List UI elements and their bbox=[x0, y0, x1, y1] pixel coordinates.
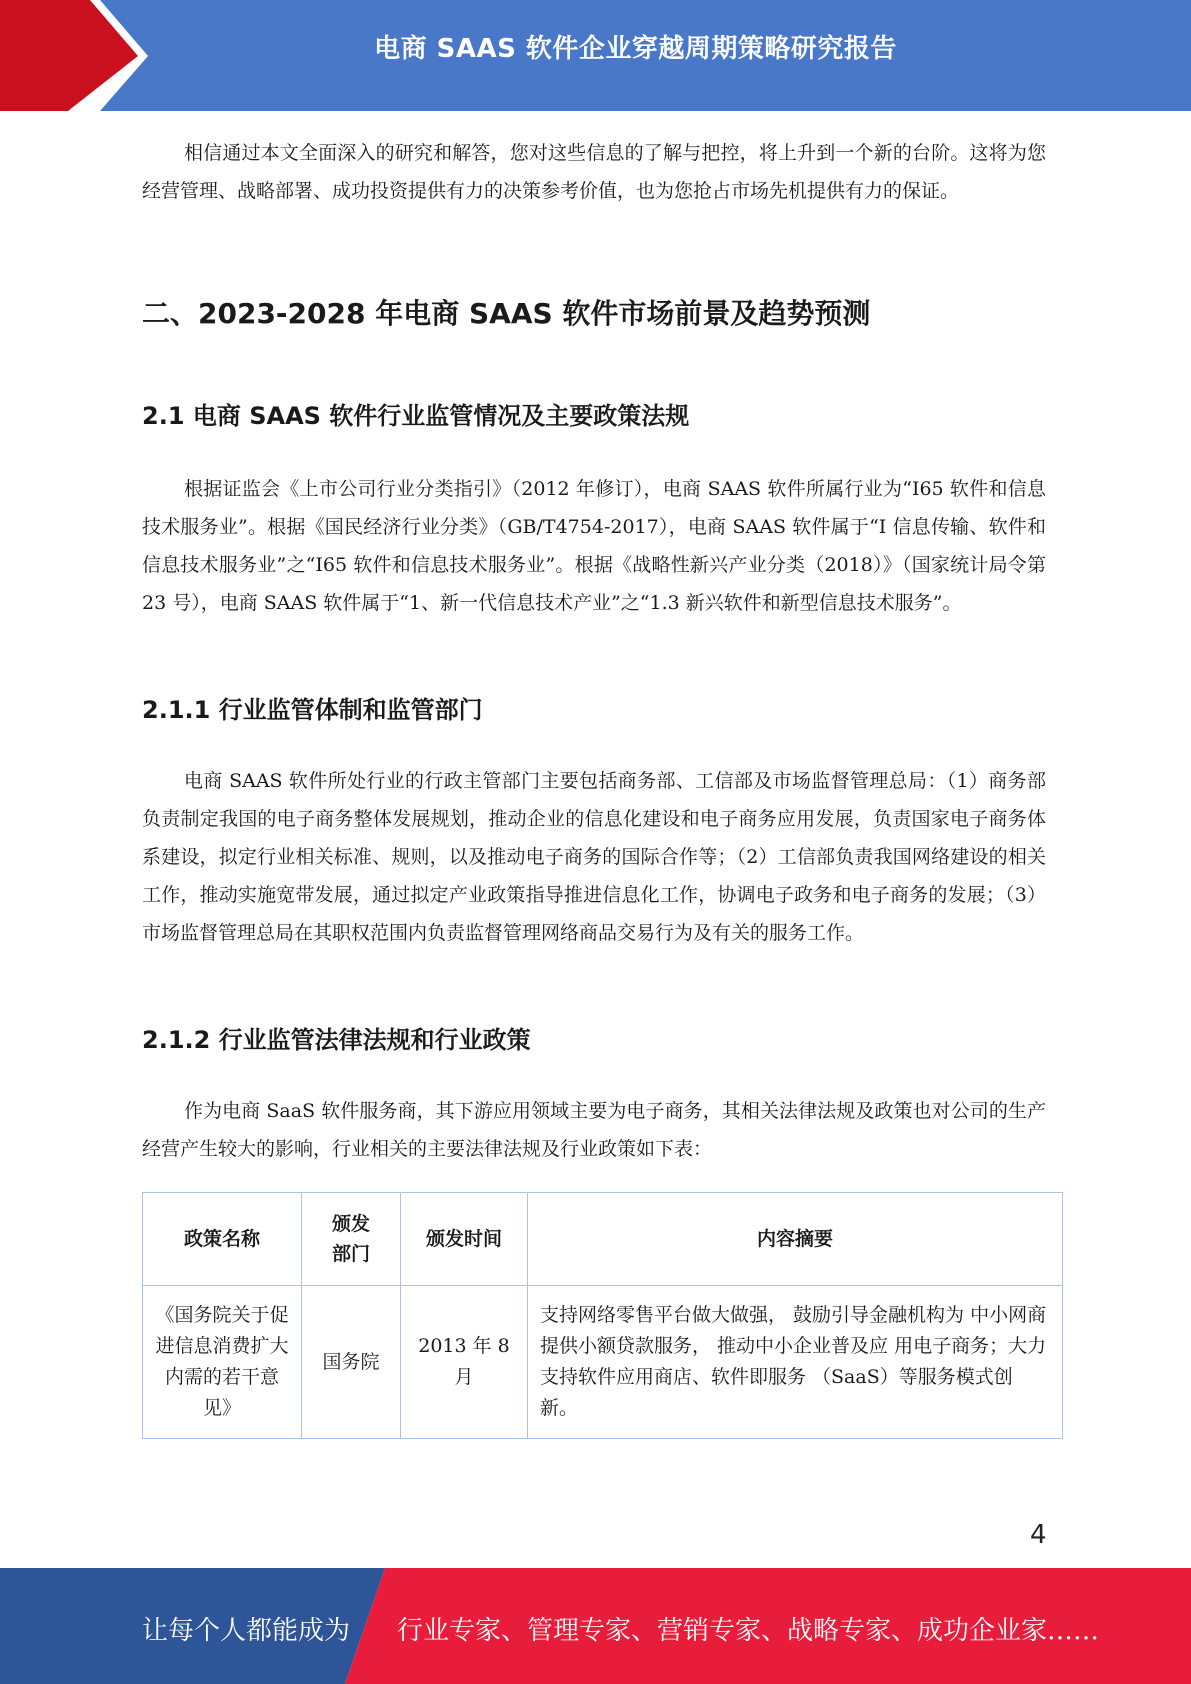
cell-date: 2013 年 8 月 bbox=[401, 1286, 528, 1439]
cell-dept: 国务院 bbox=[302, 1286, 401, 1439]
column-header-dept-text: 颁发部门 bbox=[331, 1213, 370, 1265]
column-header-dept bbox=[302, 1193, 401, 1286]
page-number: 4 bbox=[1030, 1520, 1047, 1550]
section-2-heading: 二、2023-2028 年电商 SAAS 软件市场前景及趋势预测 bbox=[142, 297, 871, 330]
section-2-1-heading: 2.1 电商 SAAS 软件行业监管情况及主要政策法规 bbox=[142, 402, 690, 430]
header-title: 电商 SAAS 软件企业穿越周期策略研究报告 bbox=[374, 34, 897, 64]
footer-slogan-right: 行业专家、管理专家、营销专家、战略专家、成功企业家…… bbox=[397, 1616, 1100, 1646]
section-2-1-paragraph: 根据证监会《上市公司行业分类指引》（2012 年修订），电商 SAAS 软件所属行业为“I65 软件和信息技术服务业”。根据《国民经济行业分类》（GB/T4754-2017），电商 SAAS 软件属于“I 信息传输、软件和信息技术服务业”之“I65 软件和信息技术服务业”。根据《战略性新兴产业分类（2018）》（国家统计局令第 23 号），电商 SAAS 软件属于“1、新一代信息技术产业”之“1.3 新兴软件和新型信息技术服务”。 bbox=[142, 478, 1046, 614]
page-header bbox=[0, 0, 1191, 111]
column-header-name: 政策名称 bbox=[143, 1193, 302, 1286]
section-2-1-1-paragraph: 电商 SAAS 软件所处行业的行政主管部门主要包括商务部、工信部及市场监督管理总局：（1）商务部负责制定我国的电子商务整体发展规划，推动企业的信息化建设和电子商务应用发展，负责国家电子商务体系建设，拟定行业相关标准、规则，以及推动电子商务的国际合作等；（2）工信部负责我国网络建设的相关工作，推动实施宽带发展，通过拟定产业政策指导推进信息化工作，协调电子政务和电子商务的发展；（3）市场监督管理总局在其职权范围内负责监督管理网络商品交易行为及有关的服务工作。 bbox=[142, 770, 1046, 944]
footer-slogan-left: 让每个人都能成为 bbox=[142, 1616, 351, 1646]
table-header-row bbox=[143, 1193, 1063, 1286]
page-footer bbox=[0, 1568, 1191, 1684]
table-row bbox=[143, 1286, 1063, 1439]
section-2-1-1-heading: 2.1.1 行业监管体制和监管部门 bbox=[142, 696, 483, 724]
cell-policy-name: 《国务院关于促进信息消费扩大内需的若干意见》 bbox=[143, 1286, 302, 1439]
policy-table bbox=[142, 1192, 1063, 1439]
section-2-1-2-heading: 2.1.2 行业监管法律法规和行业政策 bbox=[142, 1026, 531, 1054]
cell-summary: 支持网络零售平台做大做强， 鼓励引导金融机构为 中小网商提供小额贷款服务， 推动中小企业普及应 用电子商务；大力支持软件应用商店、软件即服务 （SaaS）等服务模式创新。 bbox=[528, 1286, 1063, 1439]
section-2-1-2-paragraph: 作为电商 SaaS 软件服务商，其下游应用领域主要为电子商务，其相关法律法规及政策也对公司的生产经营产生较大的影响，行业相关的主要法律法规及行业政策如下表： bbox=[142, 1100, 1046, 1160]
column-header-summary: 内容摘要 bbox=[528, 1193, 1063, 1286]
column-header-date: 颁发时间 bbox=[401, 1193, 528, 1286]
intro-paragraph: 相信通过本文全面深入的研究和解答，您对这些信息的了解与把控，将上升到一个新的台阶。这将为您经营管理、战略部署、成功投资提供有力的决策参考价值，也为您抢占市场先机提供有力的保证。 bbox=[142, 142, 1046, 202]
